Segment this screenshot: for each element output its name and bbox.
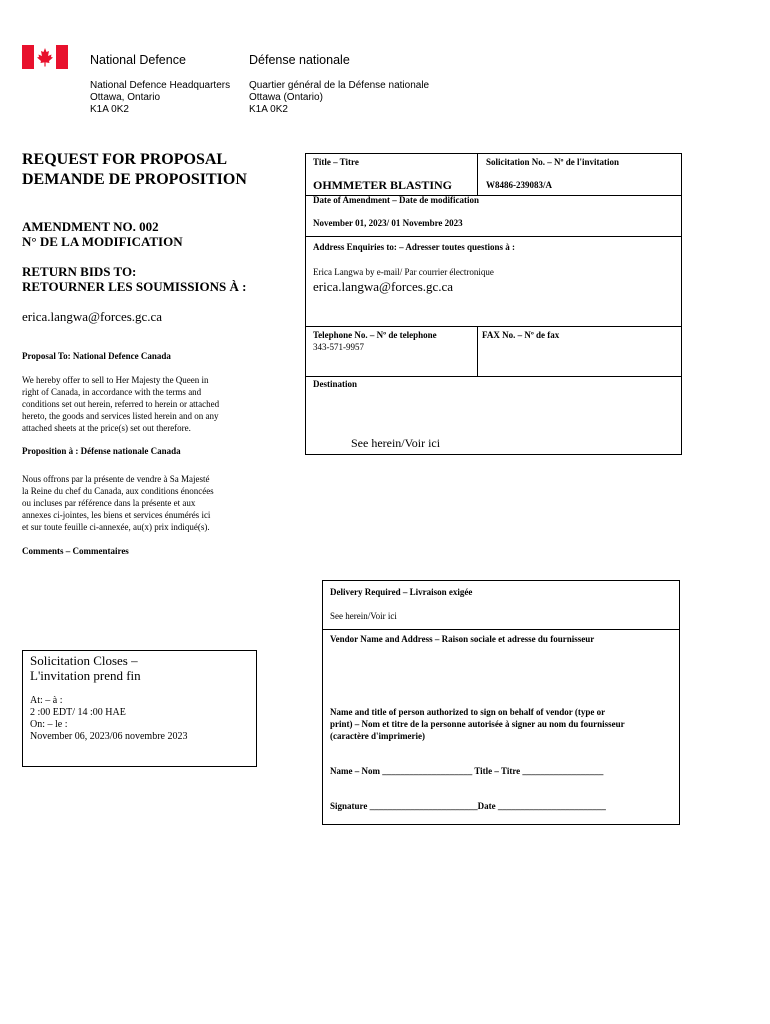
proposal-to-en: Proposal To: National Defence Canada [22, 351, 171, 361]
offer-text-en: We hereby offer to sell to Her Majesty the Queen in right of Canada, in accordance with the terms and conditions set out herein, referred to herein or attached hereto, the goods and services listed herein and on any attached sheets at the price(s) set out therefore. [22, 375, 220, 433]
address-fr: Quartier général de la Défense nationale Ottawa (Ontario) K1A 0K2 [249, 80, 430, 115]
divider [477, 153, 478, 195]
authorized-signer-label: Name and title of person authorized to sign on behalf of vendor (type or print) – Nom et titre de la personne autorisée à signer au nom du fournisseur (caractère d'imprimerie) [330, 707, 625, 741]
telephone-label: Telephone No. – Nº de telephone [313, 330, 437, 340]
delivery-required-label: Delivery Required – Livraison exigée [330, 587, 473, 597]
amendment-date-value: November 01, 2023/ 01 Novembre 2023 [313, 218, 463, 228]
document-heading: REQUEST FOR PROPOSAL DEMANDE DE PROPOSITION [22, 151, 247, 188]
org-name-en: National Defence [90, 53, 186, 67]
enquiries-contact: Erica Langwa by e-mail/ Par courrier électronique [313, 267, 494, 277]
offer-text-fr: Nous offrons par la présente de vendre à Sa Majesté la Reine du chef du Canada, aux conditions énoncées ou incluses par référence dans la présente et aux annexes ci-jointes, les biens et services énumérés ici et sur toute feuille ci-annexée, au(x) prix indiqué(s). [22, 474, 214, 532]
return-bids-email: erica.langwa@forces.gc.ca [22, 309, 163, 324]
delivery-required-value: See herein/Voir ici [330, 611, 397, 621]
title-value: OHMMETER BLASTING [313, 178, 453, 192]
solicitation-closes-title: Solicitation Closes – L'invitation prend fin [30, 653, 141, 683]
destination-value: See herein/Voir ici [351, 436, 441, 450]
amendment-date-label: Date of Amendment – Date de modification [313, 195, 479, 205]
enquiries-label: Address Enquiries to: – Adresser toutes questions à : [313, 242, 516, 252]
divider [322, 629, 680, 630]
divider [477, 326, 478, 376]
enquiries-email: erica.langwa@forces.gc.ca [313, 279, 454, 294]
solicitation-closes-details: At: – à : 2 :00 EDT/ 14 :00 HAE On: – le : November 06, 2023/06 novembre 2023 [30, 695, 188, 742]
divider [305, 376, 682, 377]
org-name-fr: Défense nationale [249, 53, 350, 67]
signature-date-line: Signature ________________________Date ________________________ [330, 801, 606, 811]
address-en: National Defence Headquarters Ottawa, Ontario K1A 0K2 [90, 80, 231, 115]
canada-flag-icon [22, 45, 68, 69]
solicitation-number-value: W8486-239083/A [486, 180, 552, 190]
proposal-to-fr: Proposition à : Défense nationale Canada [22, 446, 181, 456]
divider [305, 326, 682, 327]
solicitation-number-label: Solicitation No. – Nº de l'invitation [486, 157, 619, 167]
vendor-name-address-label: Vendor Name and Address – Raison sociale et adresse du fournisseur [330, 634, 595, 644]
amendment-number: AMENDMENT NO. 002 N° DE LA MODIFICATION [22, 219, 183, 249]
fax-label: FAX No. – Nº de fax [482, 330, 560, 340]
title-label: Title – Titre [313, 157, 359, 167]
divider [305, 236, 682, 237]
return-bids-label: RETURN BIDS TO: RETOURNER LES SOUMISSIONS À : [22, 264, 247, 294]
destination-label: Destination [313, 379, 358, 389]
telephone-value: 343-571-9957 [313, 342, 364, 352]
name-title-line: Name – Nom ____________________ Title – Titre __________________ [330, 766, 604, 776]
comments-label: Comments – Commentaires [22, 546, 129, 556]
